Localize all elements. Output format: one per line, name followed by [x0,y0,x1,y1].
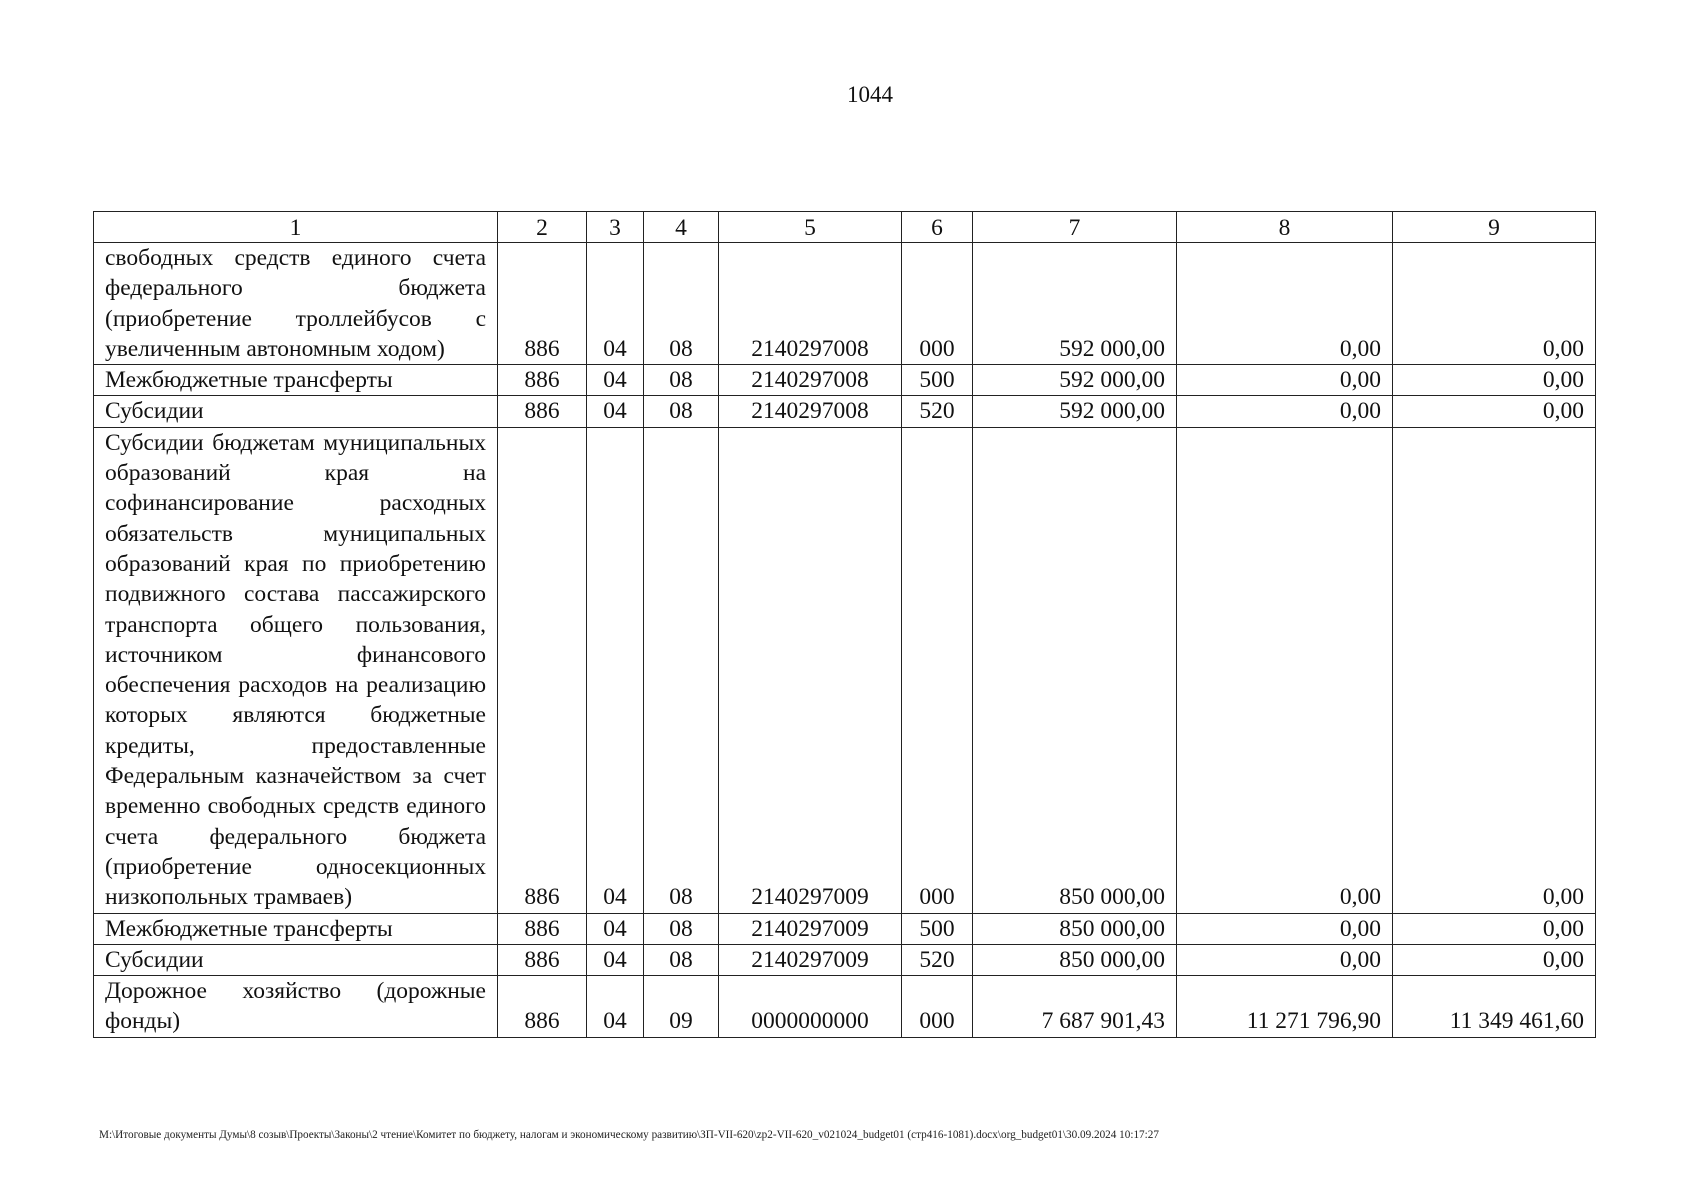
cell-expense-type: 500 [902,913,973,944]
cell-ministry-code: 886 [498,427,587,913]
cell-amount-col7: 850 000,00 [973,944,1177,975]
cell-subsection: 08 [644,913,719,944]
cell-subsection: 08 [644,944,719,975]
cell-section: 04 [587,944,644,975]
row-name: свободных средств единого счета федерального бюджета (приобретение троллейбусов с увеличенным автономным ходом) [94,243,498,365]
table-row [94,243,1596,365]
cell-amount-col9: 0,00 [1393,243,1596,365]
column-header: 1 [94,212,498,243]
column-header: 4 [644,212,719,243]
cell-expense-type: 000 [902,976,973,1038]
cell-expense-type: 520 [902,396,973,427]
cell-amount-col7: 592 000,00 [973,365,1177,396]
cell-amount-col9: 0,00 [1393,365,1596,396]
cell-target-article: 2140297008 [719,396,902,427]
cell-amount-col8: 0,00 [1177,944,1393,975]
cell-section: 04 [587,976,644,1038]
cell-amount-col9: 0,00 [1393,944,1596,975]
table-row [94,976,1596,1038]
row-name: Субсидии бюджетам муниципальных образований края на софинансирование расходных обязательств муниципальных образований края по приобретению подвижного состава пассажирского транспорта общего пользования, источником финансового обеспечения расходов на реализацию которых являются бюджетные кредиты, предоставленные Федеральным казначейством за счет временно свободных средств единого счета федерального бюджета (приобретение односекционных низкопольных трамваев) [94,427,498,913]
column-header: 3 [587,212,644,243]
table-header-row [94,212,1596,243]
cell-ministry-code: 886 [498,976,587,1038]
budget-table [93,211,1596,1038]
cell-ministry-code: 886 [498,243,587,365]
row-name: Межбюджетные трансферты [94,365,498,396]
table-row [94,396,1596,427]
cell-section: 04 [587,427,644,913]
cell-amount-col7: 7 687 901,43 [973,976,1177,1038]
column-header: 7 [973,212,1177,243]
cell-section: 04 [587,913,644,944]
cell-amount-col8: 0,00 [1177,243,1393,365]
cell-expense-type: 520 [902,944,973,975]
cell-target-article: 2140297009 [719,427,902,913]
cell-amount-col7: 592 000,00 [973,396,1177,427]
table-row [94,913,1596,944]
cell-ministry-code: 886 [498,396,587,427]
cell-subsection: 08 [644,427,719,913]
cell-amount-col9: 0,00 [1393,396,1596,427]
cell-target-article: 2140297008 [719,365,902,396]
column-header: 6 [902,212,973,243]
cell-amount-col9: 0,00 [1393,427,1596,913]
column-header: 5 [719,212,902,243]
table-row [94,365,1596,396]
cell-ministry-code: 886 [498,944,587,975]
cell-amount-col8: 0,00 [1177,365,1393,396]
table-row [94,427,1596,913]
cell-amount-col7: 850 000,00 [973,913,1177,944]
cell-amount-col9: 11 349 461,60 [1393,976,1596,1038]
cell-amount-col7: 592 000,00 [973,243,1177,365]
cell-subsection: 09 [644,976,719,1038]
row-name: Дорожное хозяйство (дорожные фонды) [94,976,498,1038]
cell-section: 04 [587,243,644,365]
cell-target-article: 2140297009 [719,913,902,944]
column-header: 9 [1393,212,1596,243]
cell-expense-type: 500 [902,365,973,396]
cell-target-article: 0000000000 [719,976,902,1038]
cell-subsection: 08 [644,396,719,427]
column-header: 8 [1177,212,1393,243]
row-name: Субсидии [94,396,498,427]
cell-section: 04 [587,396,644,427]
cell-amount-col8: 0,00 [1177,396,1393,427]
page-number: 1044 [847,82,893,107]
table-row [94,944,1596,975]
cell-amount-col9: 0,00 [1393,913,1596,944]
footer-file-path: M:\Итоговые документы Думы\8 созыв\Проекты\Законы\2 чтение\Комитет по бюджету, налогам и экономическому развитию\ЗП-VII-620\zp2-VII-620_v021024_budget01 (стр416-1081).docx\org_budget01\30.09.2024 10:17:27 [99,1129,1159,1141]
row-name: Межбюджетные трансферты [94,913,498,944]
cell-amount-col8: 0,00 [1177,427,1393,913]
cell-amount-col8: 11 271 796,90 [1177,976,1393,1038]
cell-expense-type: 000 [902,427,973,913]
row-name: Субсидии [94,944,498,975]
column-header: 2 [498,212,587,243]
cell-section: 04 [587,365,644,396]
cell-amount-col7: 850 000,00 [973,427,1177,913]
cell-target-article: 2140297009 [719,944,902,975]
cell-amount-col8: 0,00 [1177,913,1393,944]
cell-ministry-code: 886 [498,365,587,396]
cell-subsection: 08 [644,365,719,396]
cell-subsection: 08 [644,243,719,365]
cell-expense-type: 000 [902,243,973,365]
cell-ministry-code: 886 [498,913,587,944]
cell-target-article: 2140297008 [719,243,902,365]
